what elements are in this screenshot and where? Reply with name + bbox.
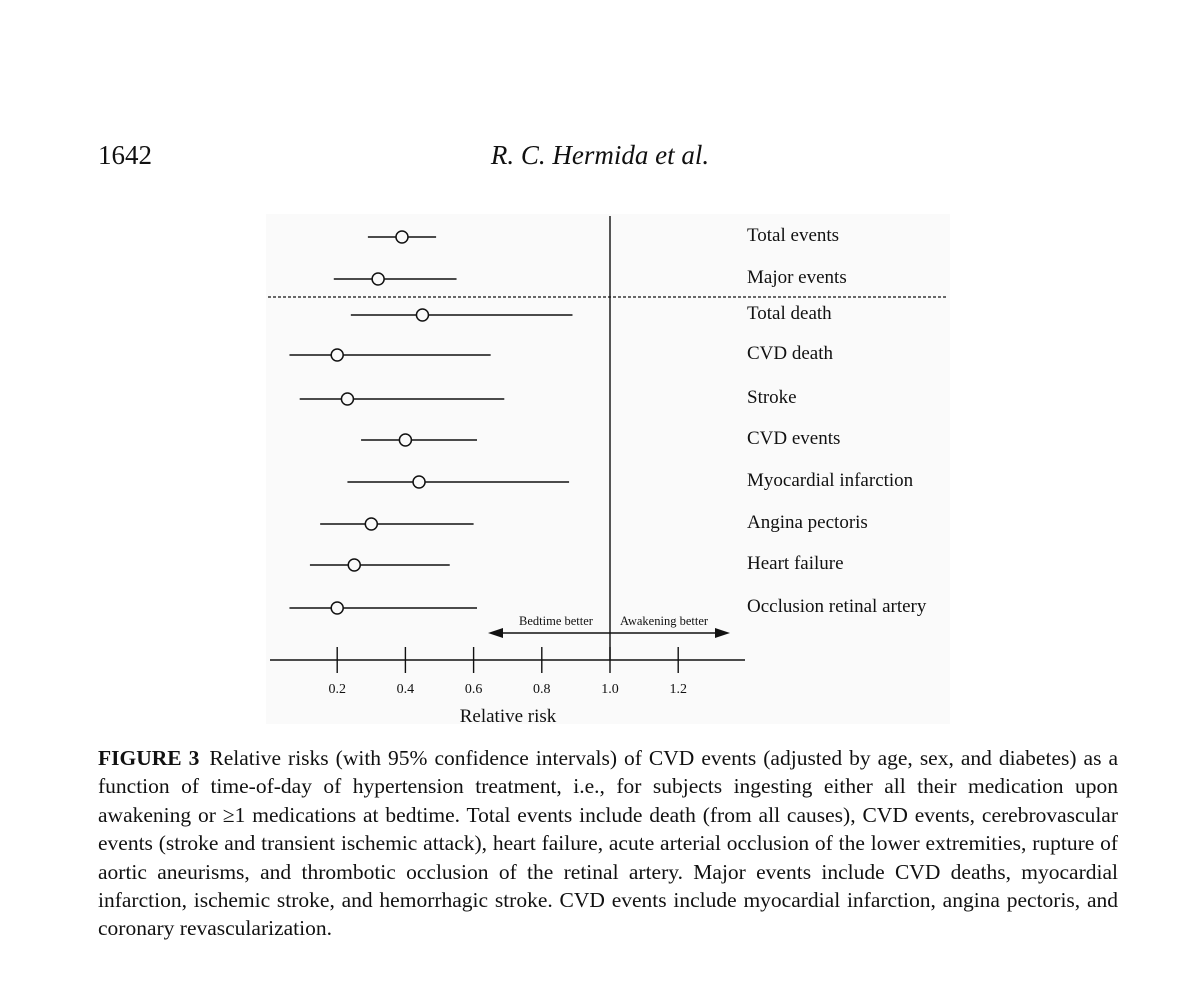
x-tick-label: 1.0	[601, 682, 619, 697]
arrow-left-head	[488, 628, 503, 638]
row-label: Total death	[747, 303, 832, 324]
page-number: 1642	[98, 140, 152, 170]
bedtime-better-label: Bedtime better	[519, 614, 593, 628]
point-estimate	[413, 476, 425, 488]
row-label: Total events	[747, 225, 840, 246]
x-axis-label: Relative risk	[459, 706, 557, 727]
point-estimate	[396, 231, 408, 243]
figure-label: FIGURE 3	[98, 746, 200, 770]
caption-text: Relative risks (with 95% confidence intervals) of CVD events (adjusted by age, sex, and diabetes) as a function of time-of-day of hypertension treatment, i.e., for subjects ingesting either all their medication upon awakening or ≥1 medications at bedtime. Total events include death (from all causes), CVD events, cerebrovascular events (stroke and transient ischemic attack), heart failure, acute arterial occlusion of the lower extremities, rupture of aortic aneurisms, and thrombotic occlusion of the retinal artery. Major events include CVD deaths, myocardial infarction, ischemic stroke, and hemorrhagic stroke. CVD events include myocardial infarction, angina pectoris, and coronary revascularization.	[98, 746, 1118, 941]
row-label: Angina pectoris	[747, 512, 868, 533]
row-label: CVD death	[747, 343, 834, 364]
figure-caption	[98, 744, 1118, 943]
row-label: Heart failure	[747, 553, 844, 574]
arrow-right-head	[715, 628, 730, 638]
row-label: Stroke	[747, 387, 797, 408]
point-estimate	[341, 393, 353, 405]
point-estimate	[331, 602, 343, 614]
point-estimate	[416, 309, 428, 321]
running-head: R. C. Hermida et al.	[490, 140, 710, 170]
point-estimate	[372, 273, 384, 285]
point-estimate	[365, 518, 377, 530]
x-tick-label: 0.2	[328, 682, 346, 697]
awakening-better-label: Awakening better	[619, 614, 709, 628]
row-label: CVD events	[747, 428, 841, 449]
point-estimate	[331, 349, 343, 361]
row-label: Major events	[747, 267, 847, 288]
x-tick-label: 0.8	[533, 682, 551, 697]
point-estimate	[348, 559, 360, 571]
x-tick-label: 0.4	[396, 682, 415, 697]
x-tick-label: 0.6	[464, 682, 483, 697]
row-label: Occlusion retinal artery	[747, 596, 927, 617]
point-estimate	[399, 434, 411, 446]
row-label: Myocardial infarction	[747, 470, 914, 491]
x-tick-label: 1.2	[669, 682, 687, 697]
